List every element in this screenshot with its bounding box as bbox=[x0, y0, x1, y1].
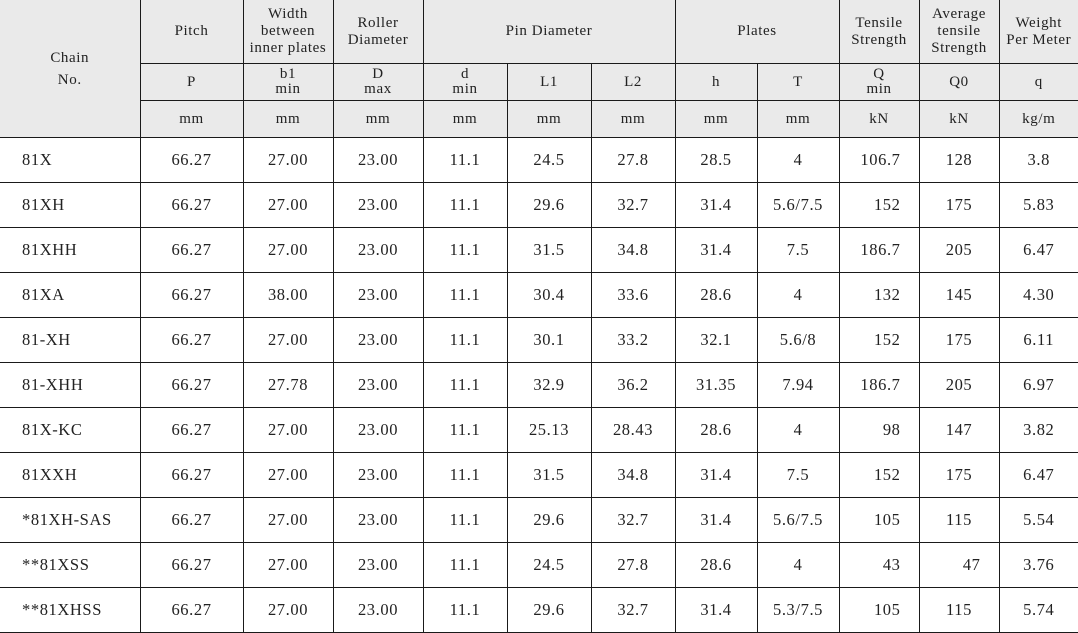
cell-q0: 115 bbox=[919, 498, 999, 543]
cell-l1: 31.5 bbox=[507, 228, 591, 273]
cell-pin-d: 11.1 bbox=[423, 543, 507, 588]
table-row bbox=[0, 273, 1078, 318]
header-chain-no bbox=[0, 0, 140, 138]
unit-l2: mm bbox=[591, 101, 675, 138]
symbol-b1-main: b1 bbox=[279, 66, 297, 82]
cell-q0: 175 bbox=[919, 318, 999, 363]
cell-h: 31.4 bbox=[675, 498, 757, 543]
header-width: Width between inner plates bbox=[243, 0, 333, 64]
header-pin-diameter: Pin Diameter bbox=[423, 0, 675, 64]
cell-pitch: 66.27 bbox=[140, 498, 243, 543]
cell-chain: 81-XH bbox=[0, 318, 140, 363]
symbol-q-main: Q bbox=[873, 66, 885, 82]
cell-qw: 5.74 bbox=[999, 588, 1078, 633]
cell-roller-d: 23.00 bbox=[333, 183, 423, 228]
header-roller: Roller Diameter bbox=[333, 0, 423, 64]
cell-qw: 3.8 bbox=[999, 138, 1078, 183]
cell-h: 31.35 bbox=[675, 363, 757, 408]
cell-l2: 33.2 bbox=[591, 318, 675, 363]
cell-l2: 32.7 bbox=[591, 183, 675, 228]
cell-l1: 29.6 bbox=[507, 498, 591, 543]
header-unit-row bbox=[0, 101, 1078, 138]
cell-l2: 33.6 bbox=[591, 273, 675, 318]
cell-t: 7.5 bbox=[757, 453, 839, 498]
cell-roller-d: 23.00 bbox=[333, 318, 423, 363]
cell-chain: 81-XHH bbox=[0, 363, 140, 408]
cell-pin-d: 11.1 bbox=[423, 498, 507, 543]
cell-chain: 81X bbox=[0, 138, 140, 183]
cell-h: 28.6 bbox=[675, 408, 757, 453]
cell-h: 28.5 bbox=[675, 138, 757, 183]
symbol-p: P bbox=[140, 64, 243, 101]
unit-b1: mm bbox=[243, 101, 333, 138]
cell-q: 152 bbox=[839, 318, 919, 363]
symbol-q-sub: min bbox=[866, 81, 892, 97]
cell-l1: 31.5 bbox=[507, 453, 591, 498]
table-row bbox=[0, 228, 1078, 273]
table-row bbox=[0, 408, 1078, 453]
cell-roller-d: 23.00 bbox=[333, 588, 423, 633]
cell-pin-d: 11.1 bbox=[423, 363, 507, 408]
cell-l1: 29.6 bbox=[507, 183, 591, 228]
cell-qw: 6.97 bbox=[999, 363, 1078, 408]
cell-q0: 128 bbox=[919, 138, 999, 183]
symbol-q bbox=[839, 64, 919, 101]
cell-l1: 24.5 bbox=[507, 543, 591, 588]
unit-p: mm bbox=[140, 101, 243, 138]
cell-q: 105 bbox=[839, 588, 919, 633]
header-symbol-row bbox=[0, 64, 1078, 101]
unit-q0: kN bbox=[919, 101, 999, 138]
cell-qw: 6.47 bbox=[999, 228, 1078, 273]
cell-t: 4 bbox=[757, 273, 839, 318]
cell-chain: 81XXH bbox=[0, 453, 140, 498]
cell-pitch: 66.27 bbox=[140, 588, 243, 633]
cell-b1: 27.00 bbox=[243, 183, 333, 228]
symbol-roller-d-main: D bbox=[372, 66, 384, 82]
cell-chain: 81X-KC bbox=[0, 408, 140, 453]
cell-t: 5.3/7.5 bbox=[757, 588, 839, 633]
symbol-b1-sub: min bbox=[275, 81, 301, 97]
cell-t: 7.94 bbox=[757, 363, 839, 408]
table-header bbox=[0, 0, 1078, 138]
cell-roller-d: 23.00 bbox=[333, 273, 423, 318]
cell-roller-d: 23.00 bbox=[333, 138, 423, 183]
cell-t: 4 bbox=[757, 408, 839, 453]
cell-l1: 30.1 bbox=[507, 318, 591, 363]
cell-l2: 34.8 bbox=[591, 228, 675, 273]
cell-roller-d: 23.00 bbox=[333, 453, 423, 498]
cell-qw: 5.83 bbox=[999, 183, 1078, 228]
unit-t: mm bbox=[757, 101, 839, 138]
cell-h: 28.6 bbox=[675, 273, 757, 318]
cell-pin-d: 11.1 bbox=[423, 453, 507, 498]
cell-l1: 30.4 bbox=[507, 273, 591, 318]
cell-pitch: 66.27 bbox=[140, 363, 243, 408]
cell-chain: 81XHH bbox=[0, 228, 140, 273]
table-row bbox=[0, 543, 1078, 588]
symbol-qw: q bbox=[999, 64, 1078, 101]
cell-roller-d: 23.00 bbox=[333, 228, 423, 273]
cell-pitch: 66.27 bbox=[140, 408, 243, 453]
cell-chain: *81XH-SAS bbox=[0, 498, 140, 543]
cell-q0: 145 bbox=[919, 273, 999, 318]
cell-b1: 27.78 bbox=[243, 363, 333, 408]
symbol-pin-d-sub: min bbox=[452, 81, 478, 97]
cell-q0: 175 bbox=[919, 453, 999, 498]
symbol-l2: L2 bbox=[591, 64, 675, 101]
cell-h: 31.4 bbox=[675, 228, 757, 273]
header-pitch: Pitch bbox=[140, 0, 243, 64]
symbol-b1 bbox=[243, 64, 333, 101]
cell-pin-d: 11.1 bbox=[423, 273, 507, 318]
cell-pitch: 66.27 bbox=[140, 228, 243, 273]
symbol-roller-d bbox=[333, 64, 423, 101]
unit-roller-d: mm bbox=[333, 101, 423, 138]
cell-b1: 27.00 bbox=[243, 588, 333, 633]
cell-pitch: 66.27 bbox=[140, 183, 243, 228]
cell-roller-d: 23.00 bbox=[333, 408, 423, 453]
cell-h: 32.1 bbox=[675, 318, 757, 363]
cell-q: 105 bbox=[839, 498, 919, 543]
cell-l2: 27.8 bbox=[591, 543, 675, 588]
symbol-l1: L1 bbox=[507, 64, 591, 101]
cell-roller-d: 23.00 bbox=[333, 543, 423, 588]
unit-qw: kg/m bbox=[999, 101, 1078, 138]
cell-pin-d: 11.1 bbox=[423, 228, 507, 273]
unit-pin-d: mm bbox=[423, 101, 507, 138]
cell-q: 98 bbox=[839, 408, 919, 453]
cell-pin-d: 11.1 bbox=[423, 318, 507, 363]
cell-t: 4 bbox=[757, 543, 839, 588]
cell-h: 28.6 bbox=[675, 543, 757, 588]
cell-pin-d: 11.1 bbox=[423, 588, 507, 633]
cell-b1: 38.00 bbox=[243, 273, 333, 318]
cell-chain: 81XA bbox=[0, 273, 140, 318]
cell-t: 4 bbox=[757, 138, 839, 183]
cell-h: 31.4 bbox=[675, 183, 757, 228]
cell-l1: 32.9 bbox=[507, 363, 591, 408]
cell-b1: 27.00 bbox=[243, 453, 333, 498]
cell-l1: 25.13 bbox=[507, 408, 591, 453]
cell-q: 152 bbox=[839, 183, 919, 228]
table-row bbox=[0, 588, 1078, 633]
cell-chain: **81XHSS bbox=[0, 588, 140, 633]
symbol-h: h bbox=[675, 64, 757, 101]
cell-pin-d: 11.1 bbox=[423, 138, 507, 183]
cell-l1: 24.5 bbox=[507, 138, 591, 183]
table-row bbox=[0, 453, 1078, 498]
cell-roller-d: 23.00 bbox=[333, 498, 423, 543]
header-chain-no-text: Chain No. bbox=[50, 49, 90, 88]
cell-qw: 5.54 bbox=[999, 498, 1078, 543]
cell-q: 43 bbox=[839, 543, 919, 588]
header-plates: Plates bbox=[675, 0, 839, 64]
cell-pin-d: 11.1 bbox=[423, 408, 507, 453]
cell-l2: 32.7 bbox=[591, 588, 675, 633]
table-body bbox=[0, 138, 1078, 633]
symbol-t: T bbox=[757, 64, 839, 101]
cell-t: 7.5 bbox=[757, 228, 839, 273]
cell-q0: 205 bbox=[919, 363, 999, 408]
symbol-roller-d-sub: max bbox=[364, 81, 392, 97]
cell-t: 5.6/7.5 bbox=[757, 183, 839, 228]
cell-t: 5.6/7.5 bbox=[757, 498, 839, 543]
symbol-pin-d bbox=[423, 64, 507, 101]
symbol-q0: Q0 bbox=[919, 64, 999, 101]
cell-q0: 115 bbox=[919, 588, 999, 633]
cell-pin-d: 11.1 bbox=[423, 183, 507, 228]
cell-l2: 36.2 bbox=[591, 363, 675, 408]
unit-q: kN bbox=[839, 101, 919, 138]
cell-chain: 81XH bbox=[0, 183, 140, 228]
cell-roller-d: 23.00 bbox=[333, 363, 423, 408]
header-weight: Weight Per Meter bbox=[999, 0, 1078, 64]
cell-b1: 27.00 bbox=[243, 408, 333, 453]
cell-q: 132 bbox=[839, 273, 919, 318]
cell-q0: 47 bbox=[919, 543, 999, 588]
cell-l2: 27.8 bbox=[591, 138, 675, 183]
cell-q0: 147 bbox=[919, 408, 999, 453]
table-row bbox=[0, 183, 1078, 228]
cell-h: 31.4 bbox=[675, 453, 757, 498]
cell-pitch: 66.27 bbox=[140, 138, 243, 183]
cell-l1: 29.6 bbox=[507, 588, 591, 633]
cell-l2: 34.8 bbox=[591, 453, 675, 498]
cell-qw: 6.47 bbox=[999, 453, 1078, 498]
cell-l2: 32.7 bbox=[591, 498, 675, 543]
cell-pitch: 66.27 bbox=[140, 543, 243, 588]
cell-pitch: 66.27 bbox=[140, 273, 243, 318]
cell-qw: 3.82 bbox=[999, 408, 1078, 453]
cell-h: 31.4 bbox=[675, 588, 757, 633]
cell-b1: 27.00 bbox=[243, 543, 333, 588]
symbol-pin-d-main: d bbox=[460, 66, 470, 82]
cell-q: 106.7 bbox=[839, 138, 919, 183]
cell-q0: 175 bbox=[919, 183, 999, 228]
header-tensile: Tensile Strength bbox=[839, 0, 919, 64]
cell-b1: 27.00 bbox=[243, 138, 333, 183]
unit-l1: mm bbox=[507, 101, 591, 138]
cell-qw: 6.11 bbox=[999, 318, 1078, 363]
cell-pitch: 66.27 bbox=[140, 453, 243, 498]
cell-pitch: 66.27 bbox=[140, 318, 243, 363]
cell-q: 186.7 bbox=[839, 363, 919, 408]
cell-qw: 3.76 bbox=[999, 543, 1078, 588]
cell-q: 152 bbox=[839, 453, 919, 498]
table-row bbox=[0, 318, 1078, 363]
cell-t: 5.6/8 bbox=[757, 318, 839, 363]
cell-q0: 205 bbox=[919, 228, 999, 273]
table-row bbox=[0, 498, 1078, 543]
cell-q: 186.7 bbox=[839, 228, 919, 273]
cell-b1: 27.00 bbox=[243, 318, 333, 363]
cell-b1: 27.00 bbox=[243, 498, 333, 543]
cell-l2: 28.43 bbox=[591, 408, 675, 453]
table-row bbox=[0, 138, 1078, 183]
table-row bbox=[0, 363, 1078, 408]
unit-h: mm bbox=[675, 101, 757, 138]
cell-b1: 27.00 bbox=[243, 228, 333, 273]
header-avg-tensile: Average tensile Strength bbox=[919, 0, 999, 64]
cell-qw: 4.30 bbox=[999, 273, 1078, 318]
cell-chain: **81XSS bbox=[0, 543, 140, 588]
